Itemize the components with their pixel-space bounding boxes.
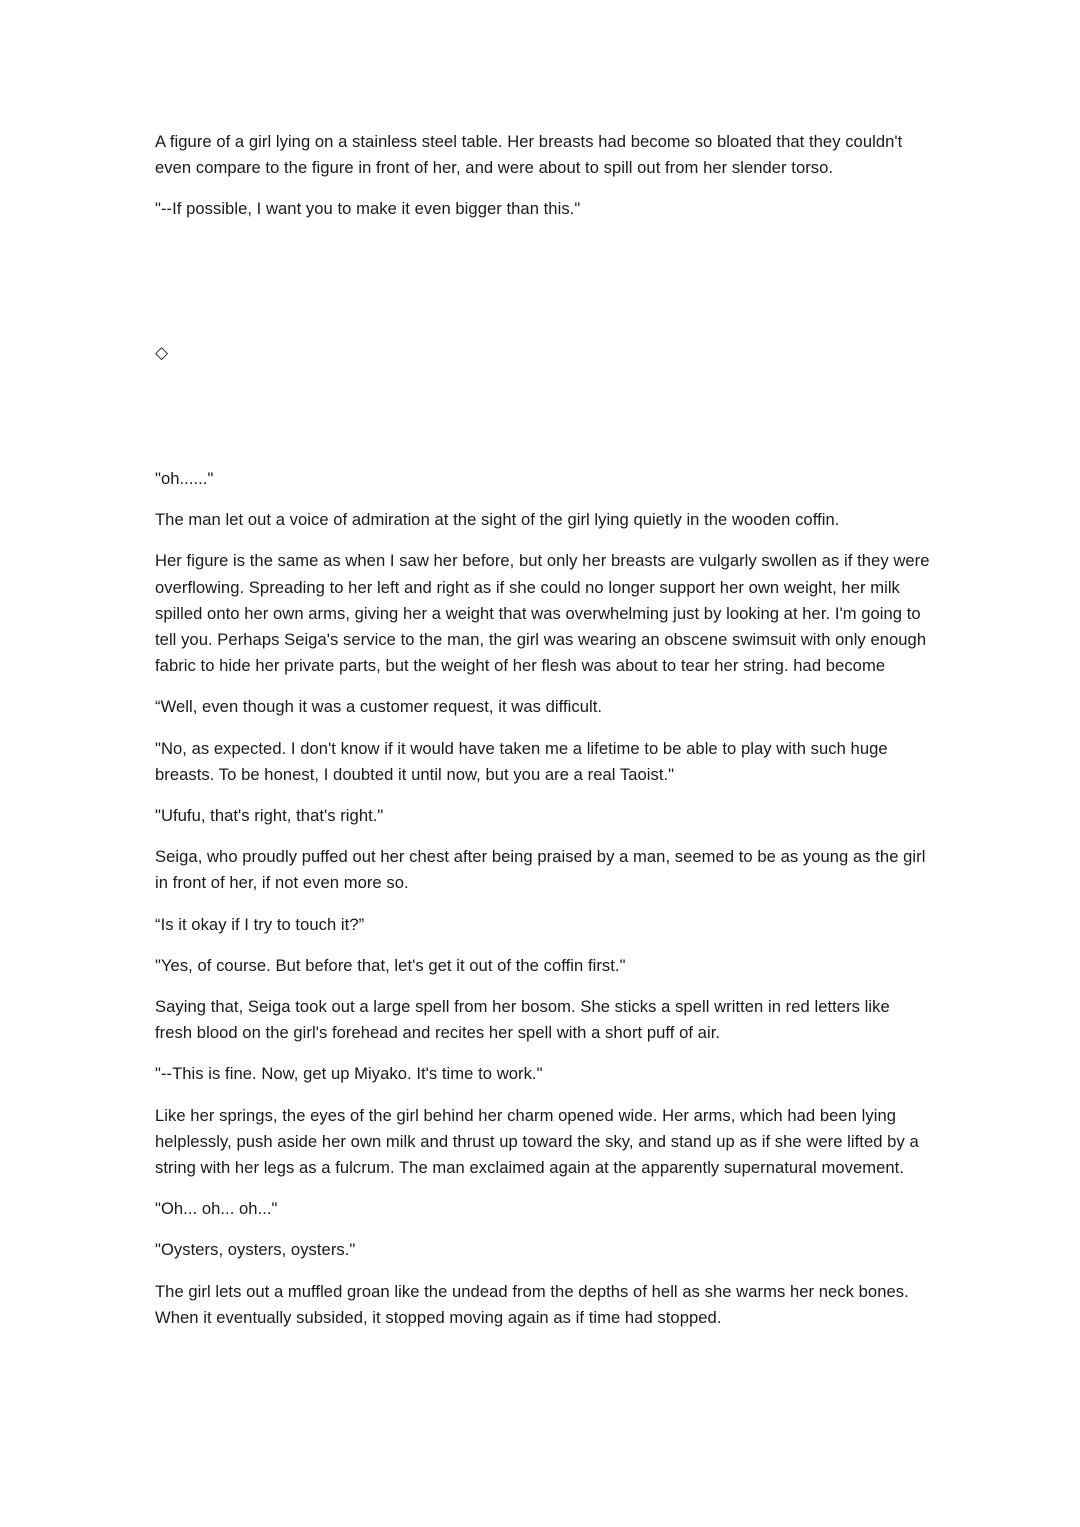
- paragraph: "--If possible, I want you to make it even bigger than this.": [155, 199, 581, 219]
- paragraph: "No, as expected. I don't know if it would have taken me a lifetime to be able to play with such huge breasts. To be honest, I doubted it until now, but you are a real Taoist.": [155, 738, 888, 784]
- section-separator: ◇: [155, 343, 169, 362]
- paragraph: A figure of a girl lying on a stainless steel table. Her breasts had become so bloated that they couldn't even compare to the figure in front of her, and were about to spill out from her slender torso.: [155, 132, 903, 178]
- paragraph: "Oysters, oysters, oysters.": [155, 1240, 356, 1260]
- paragraph: "Yes, of course. But before that, let's get it out of the coffin first.": [155, 955, 626, 975]
- section-2: [155, 466, 930, 1346]
- paragraph: "oh......": [155, 469, 214, 488]
- paragraph: Her figure is the same as when I saw her before, but only her breasts are vulgarly swollen as if they were overflowing. Spreading to her left and right as if she could no longer support her own weight, her milk spilled onto her own arms, giving her a weight that was overwhelming just by looking at her. I'm going to tell you. Perhaps Seiga's service to the man, the girl was wearing an obscene swimsuit with only enough fabric to hide her private parts, but the weight of her flesh was about to tear her string. had become: [155, 551, 930, 676]
- paragraph: "Ufufu, that's right, that's right.": [155, 806, 384, 826]
- paragraph: "--This is fine. Now, get up Miyako. It's time to work.": [155, 1064, 543, 1084]
- paragraph: The girl lets out a muffled groan like the undead from the depths of hell as she warms her neck bones. When it eventually subsided, it stopped moving again as if time had stopped.: [155, 1281, 909, 1327]
- paragraph: “Is it okay if I try to touch it?”: [155, 914, 365, 934]
- section-1: [155, 129, 930, 238]
- paragraph: “Well, even though it was a customer request, it was difficult.: [155, 697, 603, 717]
- paragraph: Like her springs, the eyes of the girl behind her charm opened wide. Her arms, which had been lying helplessly, push aside her own milk and thrust up toward the sky, and stand up as if she were lifted by a string with her legs as a fulcrum. The man exclaimed again at the apparently supernatural movement.: [155, 1105, 919, 1178]
- paragraph: The man let out a voice of admiration at the sight of the girl lying quietly in the wooden coffin.: [155, 510, 840, 530]
- paragraph: "Oh... oh... oh...": [155, 1199, 278, 1219]
- paragraph: Seiga, who proudly puffed out her chest after being praised by a man, seemed to be as young as the girl in front of her, if not even more so.: [155, 847, 926, 893]
- paragraph: Saying that, Seiga took out a large spell from her bosom. She sticks a spell written in red letters like fresh blood on the girl's forehead and recites her spell with a short puff of air.: [155, 997, 890, 1043]
